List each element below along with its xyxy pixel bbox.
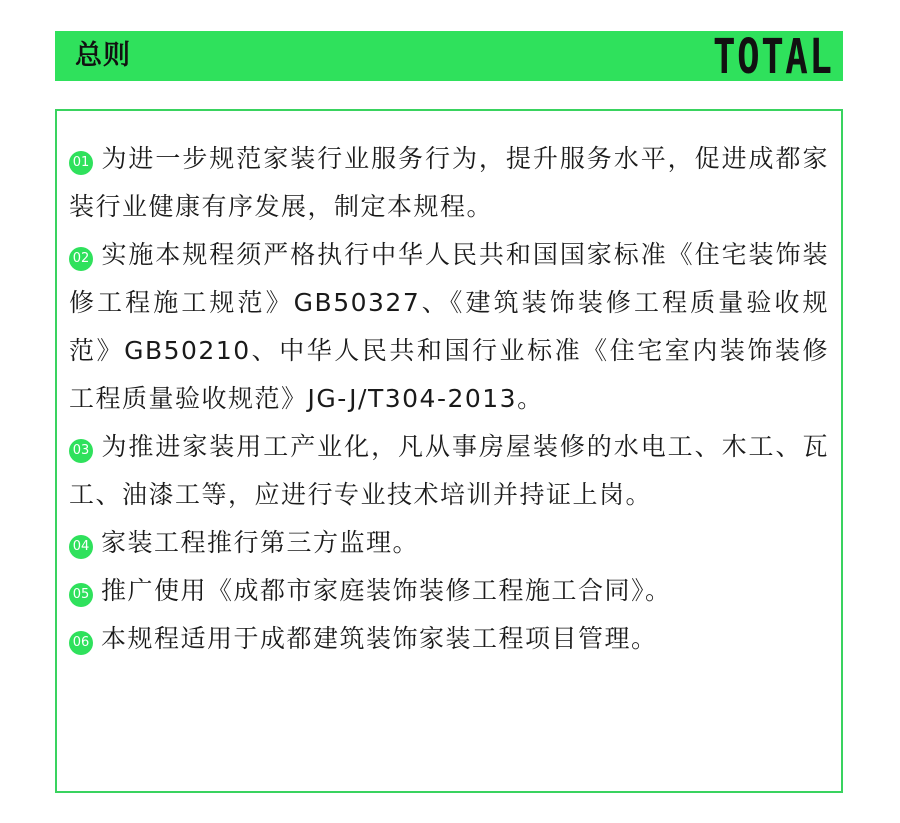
clause-item <box>69 231 829 423</box>
clause-text: 本规程适用于成都建筑装饰家装工程项目管理。 <box>101 624 658 653</box>
clause-text: 为推进家装用工产业化，凡从事房屋装修的水电工、木工、瓦工、油漆工等，应进行专业技术培训并持证上岗。 <box>69 432 829 509</box>
section-title: 总则 <box>75 40 131 71</box>
clause-text: 为进一步规范家装行业服务行为，提升服务水平，促进成都家装行业健康有序发展，制定本规程。 <box>69 144 829 221</box>
clause-number-badge: 06 <box>69 631 93 655</box>
clause-number-badge: 01 <box>69 151 93 175</box>
clause-text: 实施本规程须严格执行中华人民共和国国家标准《住宅装饰装修工程施工规范》GB50327、《建筑装饰装修工程质量验收规范》GB50210、中华人民共和国行业标准《住宅室内装饰装修工程质量验收规范》JG-J/T304-2013。 <box>69 240 829 413</box>
clause-text: 家装工程推行第三方监理。 <box>101 528 420 557</box>
clause-item <box>69 567 829 615</box>
clause-item <box>69 423 829 519</box>
clauses-panel <box>55 109 843 793</box>
section-header <box>55 29 843 85</box>
clause-item <box>69 135 829 231</box>
clause-number-badge: 04 <box>69 535 93 559</box>
clause-item <box>69 615 829 663</box>
section-title-english: TOTAL <box>712 29 833 85</box>
clause-text: 推广使用《成都市家庭装饰装修工程施工合同》。 <box>101 576 672 605</box>
clause-list <box>69 135 829 663</box>
clause-number-badge: 05 <box>69 583 93 607</box>
clause-item <box>69 519 829 567</box>
clause-number-badge: 03 <box>69 439 93 463</box>
clause-number-badge: 02 <box>69 247 93 271</box>
